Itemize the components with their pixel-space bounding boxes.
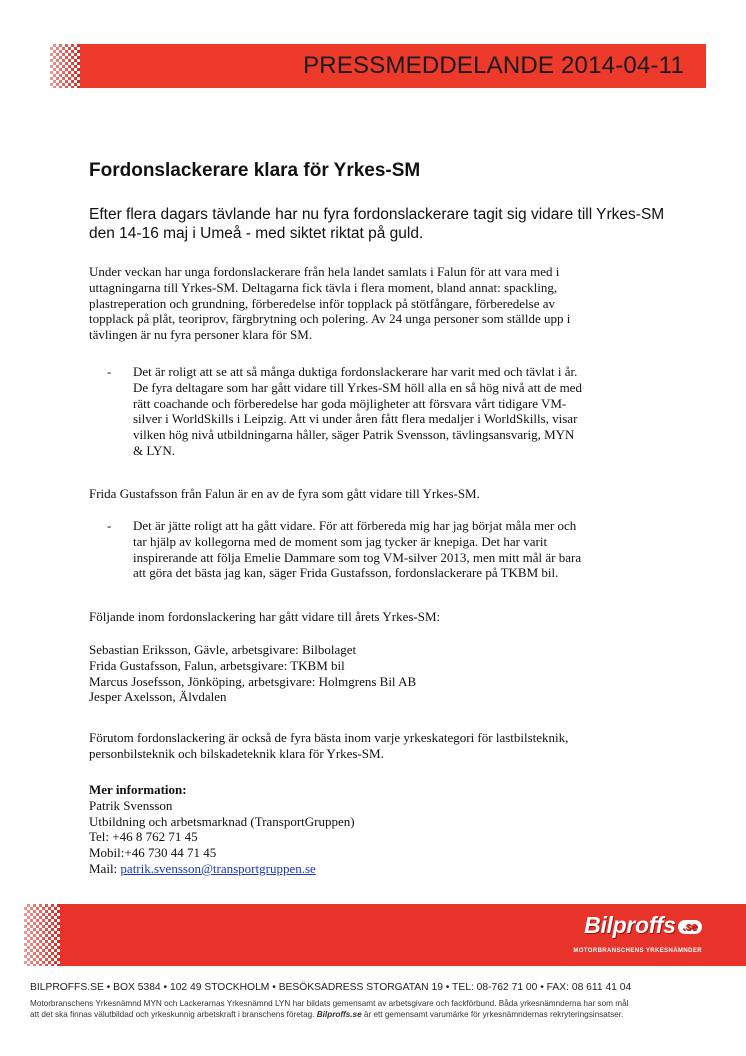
text-line: tar hjälp av kollegorna med de moment som jag tycker är knepiga. Det har varit [133,533,548,549]
text-line: personbilsteknik och bilskadeteknik klara för Yrkes-SM. [89,745,384,761]
footer-checker-pattern [24,904,60,966]
text-line: topplack på plåt, teoriprov, färgbrytning och polering. Av 24 unga personer som ställde upp i [89,311,571,327]
quote-patrik [107,364,667,459]
contact-mobile: Mobil:+46 730 44 71 45 [89,845,217,861]
footer-address: BILPROFFS.SE • BOX 5384 • 102 49 STOCKHOLM • BESÖKSADRESS STORGATAN 19 • TEL: 08-762 71 00 • FAX: 08 611 41 04 [30,982,632,993]
text-line: rätt coachande och förberedelse har goda möjligheter att försvara vårt tidigare VM- [133,395,567,411]
headline: Fordonslackerare klara för Yrkes-SM [89,160,421,181]
bilproffs-logo[interactable] [573,912,702,954]
lead-paragraph: Efter flera dagars tävlande har nu fyra fordonslackerare tagit sig vidare till Yrkes-SM den 14-16 maj i Umeå - med siktet riktat på guld. [89,206,665,242]
text-line: Frida Gustafsson från Falun är en av de fyra som gått vidare till Yrkes-SM. [89,486,480,501]
quote-dash: - [107,518,112,533]
footer-note-line-2a: att det ska finnas välutbildad och yrkeskunnig arbetskraft i branschens företag. [30,1010,317,1019]
logo-suffix: .se [678,920,702,934]
logo-subtitle: MOTORBRANSCHENS YRKESNÄMNDER [573,948,702,954]
text-line: att göra det bästa jag kan, säger Frida Gustafsson, fordonslackerare på TKBM bil. [133,565,559,581]
contact-mail-label: Mail: [89,860,121,876]
text-line: De fyra deltagare som har gått vidare till Yrkes-SM höll alla en så hög nivå att de med [133,379,582,395]
text-line: & LYN. [133,442,176,458]
text-line: inspirerande att följa Emelie Dammare som tog VM-silver 2013, men mitt mål är bara [133,549,582,565]
text-line: Det är roligt att se att så många duktiga fordonslackerare har varit med och tävlat i år. [133,364,578,379]
paragraph-intro [89,264,669,343]
footer-note-line-1: Motorbranschens Yrkesnämnd MYN och Lackerarnas Yrkesnämnd LYN har bildats gemensamt av arbetsgivare och fackförbund. Båda yrkesnämnderna har som mål [30,999,629,1008]
paragraph-frida [89,486,669,502]
header-band [80,44,706,88]
text-line: plastreperation och grundning, förberedelse inför topplack på stötfångare, förberedelse av [89,295,556,311]
text-line: Under veckan har unga fordonslackerare från hela landet samlats i Falun för att vara med i [89,264,560,279]
contact-tel: Tel: +46 8 762 71 45 [89,829,198,845]
text-line: vilken hög nivå utbildningarna håller, säger Patrik Svensson, tävlingsansvarig, MYN [133,427,575,443]
quote-dash: - [107,364,112,379]
footer-note-line-2c: är ett gemensamt varumärke för yrkesnämndernas rekryteringsinsatser. [361,1010,624,1019]
logo-text: Bilproffs [584,912,676,938]
header-checker-pattern [50,44,80,88]
text-line: tävlingen är nu fyra personer klara för SM. [89,327,313,343]
contact-name: Patrik Svensson [89,797,173,813]
contact-heading: Mer information: [89,782,187,797]
list-item: Jesper Axelsson, Älvdalen [89,689,227,705]
contact-org: Utbildning och arbetsmarknad (TransportGruppen) [89,813,355,829]
finalists-list [89,642,669,705]
paragraph-finalists-intro [89,609,669,625]
contact-block [89,782,669,877]
list-item: Frida Gustafsson, Falun, arbetsgivare: TKBM bil [89,657,345,673]
quote-frida [107,518,667,581]
page-title: PRESSMEDDELANDE 2014-04-11 [303,52,684,79]
list-item: Sebastian Eriksson, Gävle, arbetsgivare: Bilbolaget [89,642,357,657]
text-line: uttagningarna till Yrkes-SM. Deltagarna fick tävla i flera moment, bland annat: spackling, [89,279,558,295]
text-line: silver i WorldSkills i Leipzig. Att vi under åren fått flera medaljer i WorldSkills, visar [133,411,578,427]
text-line: Det är jätte roligt att ha gått vidare. För att förbereda mig har jag börjat måla mer och [133,518,577,533]
paragraph-other-categories [89,730,669,762]
text-line: Förutom fordonslackering är också de fyra bästa inom varje yrkeskategori för lastbilsteknik, [89,730,569,745]
footer-note-brand: Bilproffs.se [316,1010,362,1019]
footer-note [30,998,722,1020]
text-line: Följande inom fordonslackering har gått vidare till årets Yrkes-SM: [89,609,441,624]
contact-mail-link[interactable]: patrik.svensson@transportgruppen.se [120,860,316,876]
list-item: Marcus Josefsson, Jönköping, arbetsgivare: Holmgrens Bil AB [89,673,417,689]
